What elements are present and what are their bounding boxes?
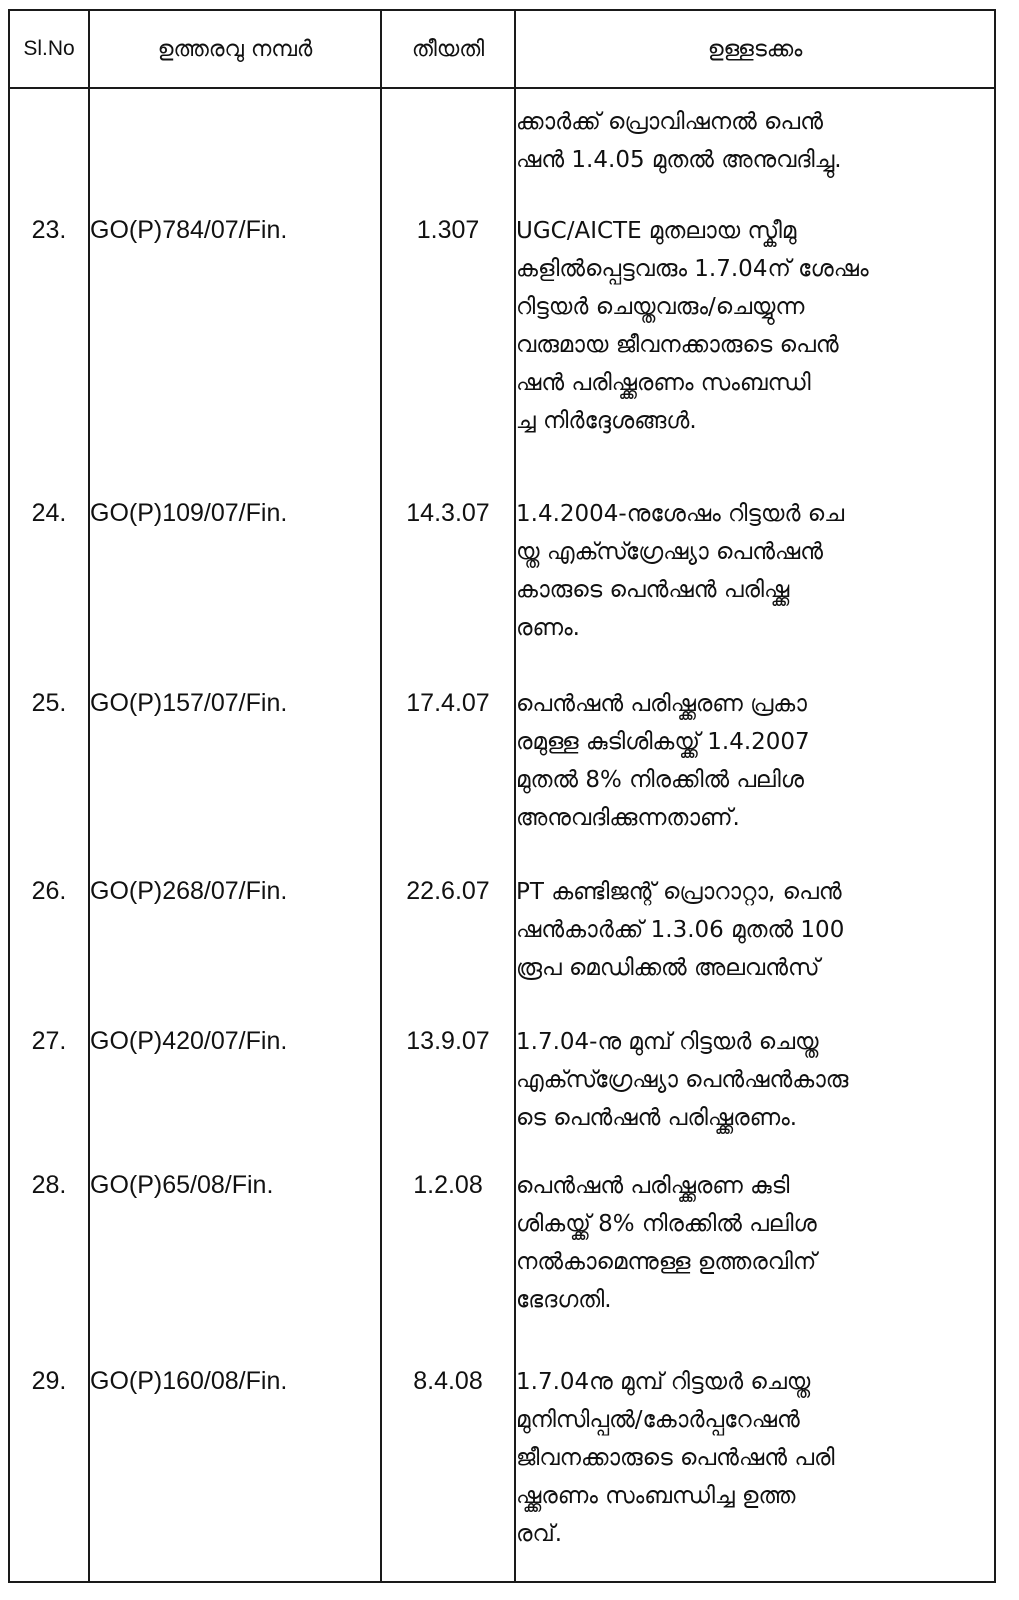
cell-sl: 27.: [9, 1009, 89, 1153]
header-sl-no: Sl.No: [9, 10, 89, 88]
content-line: കാരുടെ പെൻഷൻ പരിഷ്ക്ക: [516, 577, 790, 603]
content-line: 1.7.04നു മുമ്പ് റിട്ടയർ ചെയ്ത: [516, 1369, 811, 1395]
cell-order: GO(P)65/08/Fin.: [89, 1153, 381, 1349]
content-line: 1.4.2004-നുശേഷം റിട്ടയർ ചെ: [516, 501, 845, 527]
cell-content: [515, 1153, 995, 1349]
cell-date: 22.6.07: [381, 859, 515, 1009]
content-line: പെൻഷൻ പരിഷ്ക്കരണ പ്രകാ: [516, 691, 807, 717]
cell-content: [515, 198, 995, 481]
cell-order: GO(P)268/07/Fin.: [89, 859, 381, 1009]
content-line: അനുവദിക്കുന്നതാണ്.: [516, 805, 740, 831]
content-line: യ്ത എക്സ്ഗ്രേഷ്യാ പെൻഷൻ: [516, 539, 824, 565]
cell-content: [515, 859, 995, 1009]
content-line: ഷ്ക്കരണം സംബന്ധിച്ച ഉത്ത: [516, 1483, 796, 1509]
cell-sl: 29.: [9, 1349, 89, 1582]
cell-date: 14.3.07: [381, 481, 515, 671]
cell-sl: 26.: [9, 859, 89, 1009]
cell-sl: 28.: [9, 1153, 89, 1349]
cell-order: GO(P)420/07/Fin.: [89, 1009, 381, 1153]
content-line: രമുള്ള കുടിശികയ്ക്ക് 1.4.2007: [516, 729, 810, 755]
content-line: പെൻഷൻ പരിഷ്ക്കരണ കുടി: [516, 1173, 790, 1199]
cell-date: 8.4.08: [381, 1349, 515, 1582]
table-row: [9, 671, 995, 859]
cell-order: [89, 88, 381, 198]
table-body: [9, 88, 995, 1582]
content-line: 1.7.04-നു മുമ്പ് റിട്ടയർ ചെയ്ത: [516, 1029, 819, 1055]
content-line: ടെ പെൻഷൻ പരിഷ്ക്കരണം.: [516, 1105, 798, 1131]
content-line: എക്സ്ഗ്രേഷ്യാ പെൻഷൻകാരു: [516, 1067, 849, 1093]
content-line: ഭേദഗതി.: [516, 1287, 612, 1313]
content-line: രണം.: [516, 615, 580, 641]
content-line: ഷൻ 1.4.05 മുതൽ അനുവദിച്ചു.: [516, 147, 842, 173]
government-orders-table: [8, 9, 996, 1583]
table-row: [9, 198, 995, 481]
header-contents: ഉള്ളടക്കം: [515, 10, 995, 88]
header-order-number: ഉത്തരവു നമ്പർ: [89, 10, 381, 88]
cell-order: GO(P)160/08/Fin.: [89, 1349, 381, 1582]
content-line: ജീവനക്കാരുടെ പെൻഷൻ പരി: [516, 1445, 835, 1471]
table-header: [9, 10, 995, 88]
content-line: വരുമായ ജീവനക്കാരുടെ പെൻ: [516, 332, 839, 358]
header-row: [9, 10, 995, 88]
content-line: രവ്.: [516, 1521, 563, 1547]
cell-sl: 23.: [9, 198, 89, 481]
table-row-continuation: [9, 88, 995, 198]
cell-date: [381, 88, 515, 198]
cell-content: [515, 1349, 995, 1582]
cell-content: [515, 88, 995, 198]
cell-date: 1.2.08: [381, 1153, 515, 1349]
cell-order: GO(P)157/07/Fin.: [89, 671, 381, 859]
cell-content: [515, 1009, 995, 1153]
content-line: ക്കാർക്ക് പ്രൊവിഷനൽ പെൻ: [516, 109, 823, 135]
content-line: ഷൻ പരിഷ്ക്കരണം സംബന്ധി: [516, 370, 811, 396]
cell-date: 13.9.07: [381, 1009, 515, 1153]
table-row: [9, 859, 995, 1009]
cell-date: 1.307: [381, 198, 515, 481]
cell-sl: [9, 88, 89, 198]
table-row: [9, 1153, 995, 1349]
content-line: റിട്ടയർ ചെയ്തവരും/ചെയ്യുന്ന: [516, 294, 805, 320]
cell-date: 17.4.07: [381, 671, 515, 859]
cell-sl: 24.: [9, 481, 89, 671]
table-row: [9, 1009, 995, 1153]
table-row: [9, 481, 995, 671]
content-line: നൽകാമെന്നുള്ള ഉത്തരവിന്: [516, 1249, 817, 1275]
cell-order: GO(P)109/07/Fin.: [89, 481, 381, 671]
content-line: UGC/AICTE മുതലായ സ്കീമു: [516, 218, 797, 244]
table-row: [9, 1349, 995, 1582]
content-line: കളിൽപ്പെട്ടവരും 1.7.04ന് ശേഷം: [516, 256, 869, 282]
content-line: മുതൽ 8% നിരക്കിൽ പലിശ: [516, 767, 804, 793]
cell-sl: 25.: [9, 671, 89, 859]
content-line: PT കണ്ടിജന്റ് പ്രൊറാറ്റാ, പെൻ: [516, 879, 842, 905]
cell-content: [515, 481, 995, 671]
header-date: തീയതി: [381, 10, 515, 88]
content-line: രൂപ മെഡിക്കൽ അലവൻസ്: [516, 955, 820, 981]
content-line: ശികയ്ക്ക് 8% നിരക്കിൽ പലിശ: [516, 1211, 817, 1237]
cell-order: GO(P)784/07/Fin.: [89, 198, 381, 481]
cell-content: [515, 671, 995, 859]
content-line: ച്ച നിർദ്ദേശങ്ങൾ.: [516, 408, 697, 434]
content-line: മുനിസിപ്പൽ/കോർപ്പറേഷൻ: [516, 1407, 800, 1433]
content-line: ഷൻകാർക്ക് 1.3.06 മുതൽ 100: [516, 917, 845, 943]
